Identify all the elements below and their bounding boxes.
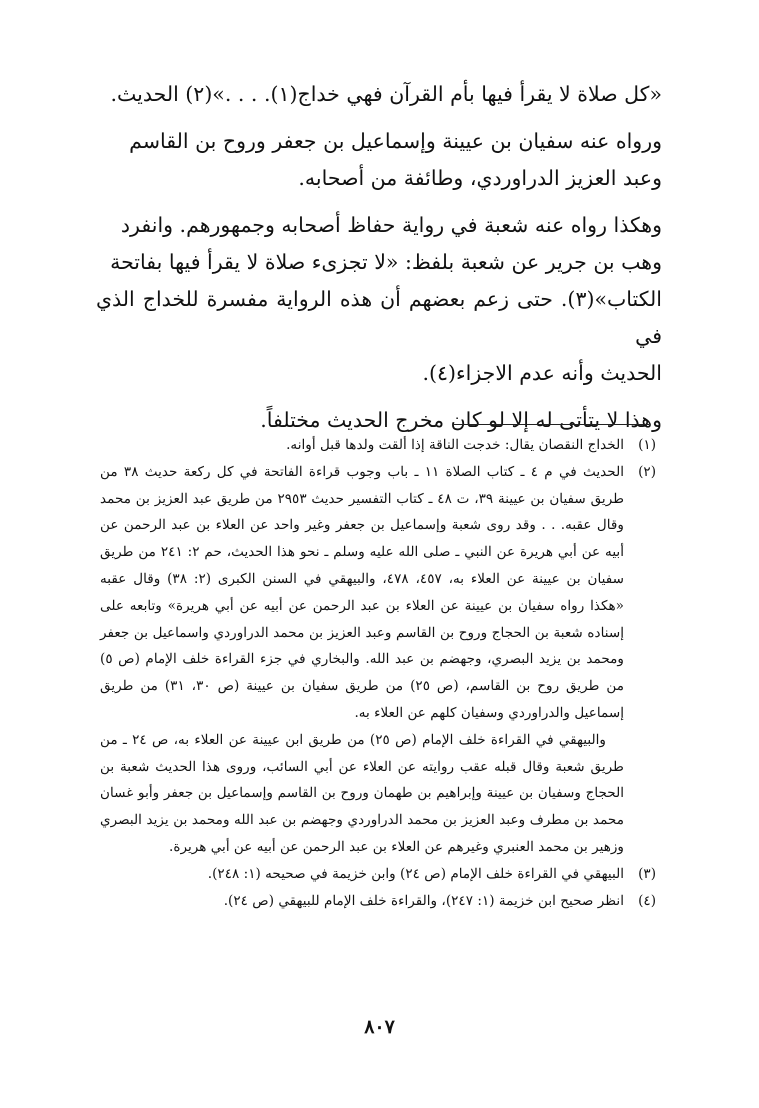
main-line-5: وهب بن جرير عن شعبة بلفظ: «لا تجزىء صلاة لا يقرأ فيها بفاتحة <box>110 250 662 274</box>
footnote-1 <box>100 432 656 459</box>
footnote-number: (٢) <box>638 463 656 480</box>
footnote-number: (٤) <box>638 892 656 909</box>
footnote-text: الحديث في م ٤ ـ كتاب الصلاة ١١ ـ باب وجوب قراءة الفاتحة في كل ركعة حديث ٣٨ من طريق سفيان بن عيينة ٣٩، ت ٤٨ ـ كتاب التفسير حديث ٢٩٥٣ من طريق عبد العزيز بن محمد وقال عقبه. . . وقد روى شعبة وإسماعيل بن جعفر وغير واحد عن العلاء بن عبد الرحمن عن أبيه عن أبي هريرة عن النبي ـ صلى الله عليه وسلم ـ نحو هذا الحديث، حم ٢: ٢٤١ من طريق سفيان بن عيينة عن العلاء به، ٤٥٧، ٤٧٨، والبيهقي في السنن الكبرى (٢: ٣٨) وقال عقبه «هكذا رواه سفيان بن عيينة عن العلاء بن عبد الرحمن عن أبيه عن أبي هريرة» وتابعه على إسناده شعبة بن الحجاج وروح بن القاسم وعبد العزيز بن محمد الدراوردي واسماعيل بن جعفر ومحمد بن يزيد البصري، وجهضم بن عبد الله. والبخاري في جزء القراءة خلف الإمام (ص ٥) من طريق روح بن القاسم، (ص ٢٥) من طريق سفيان بن عيينة (ص ٣٠، ٣١) من طريق إسماعيل والدراوردي وسفيان كلهم عن العلاء به. <box>100 463 625 721</box>
footnote-text: البيهقي في القراءة خلف الإمام (ص ٢٤) وابن خزيمة في صحيحه (١: ٢٤٨). <box>207 865 624 882</box>
footnote-number: (٣) <box>638 865 656 882</box>
footnote-2 <box>100 459 656 727</box>
footnote-4 <box>100 888 656 915</box>
main-line-1: «كل صلاة لا يقرأ فيها بأم القرآن فهي خداج(١). . . .»(٢) الحديث. <box>110 82 662 106</box>
main-line-7: الحديث وأنه عدم الاجزاء(٤). <box>422 361 662 385</box>
footnotes <box>100 432 656 914</box>
page-number: ٨٠٧ <box>364 1016 395 1038</box>
main-line-3: وعبد العزيز الدراوردي، وطائفة من أصحابه. <box>298 166 662 190</box>
main-line-8: وهذا لا يتأتى له إلا لو كان مخرج الحديث مختلفاً. <box>260 408 662 432</box>
footnote-text: انظر صحيح ابن خزيمة (١: ٢٤٧)، والقراءة خلف الإمام للبيهقي (ص ٢٤). <box>223 892 624 909</box>
main-text <box>96 76 662 439</box>
footnote-text: الخداج النقصان يقال: خدجت الناقة إذا ألقت ولدها قبل أوانه. <box>286 437 624 453</box>
main-line-6: الكتاب»(٣). حتى زعم بعضهم أن هذه الرواية مفسرة للخداج الذي في <box>96 287 662 348</box>
footnote-3 <box>100 861 656 888</box>
main-line-4: وهكذا رواه عنه شعبة في رواية حفاظ أصحابه وجمهورهم. وانفرد <box>120 213 662 237</box>
footnote-number: (١) <box>638 437 656 453</box>
footnote-separator <box>453 424 649 425</box>
main-line-2: ورواه عنه سفيان بن عيينة وإسماعيل بن جعفر وروح بن القاسم <box>129 129 662 153</box>
footnote-2-continuation: والبيهقي في القراءة خلف الإمام (ص ٢٥) من طريق ابن عيينة عن العلاء به، ص ٢٤ ـ من طريق شعبة وقال قبله عقب روايته عن العلاء عن أبي السائب، وروى هذا الحديث شعبة بن الحجاج وسفيان بن عيينة وإبراهيم بن طهمان وروح بن القاسم وإسماعيل بن جعفر وأبو غسان محمد بن مطرف وعبد العزيز بن محمد الدراوردي وجهضم بن عبد الله ومحمد بن يزيد البصري وزهير بن محمد العنبري وغيرهم عن العلاء بن عبد الرحمن عن أبيه عن أبي هريرة. <box>100 731 624 855</box>
